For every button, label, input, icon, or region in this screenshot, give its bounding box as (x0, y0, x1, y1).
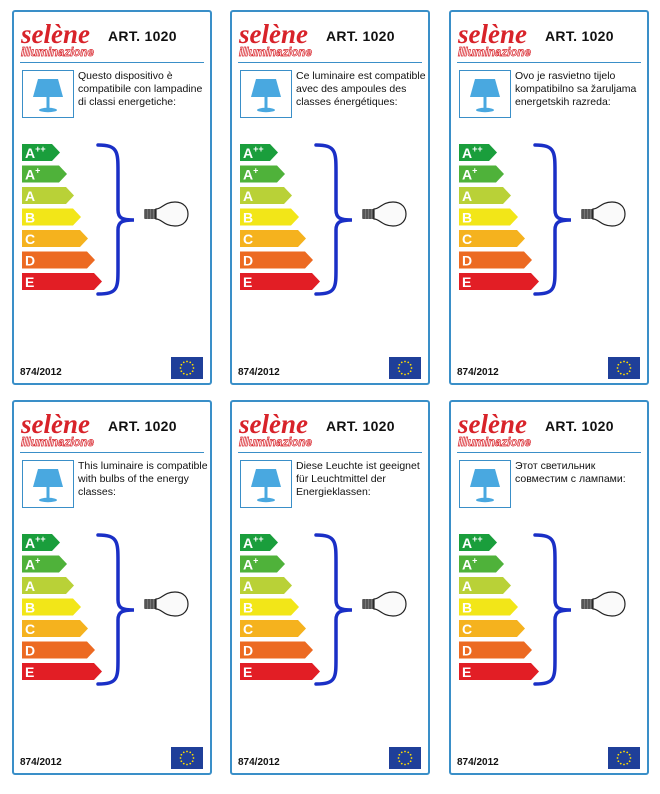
svg-text:A: A (462, 188, 473, 204)
svg-text:selène: selène (458, 19, 527, 49)
article-number: ART. 1020 (108, 28, 177, 44)
energy-class-arrow (22, 209, 81, 226)
svg-text:illuminazione: illuminazione (458, 47, 531, 59)
svg-text:D: D (243, 252, 254, 269)
svg-text:illuminazione: illuminazione (239, 47, 312, 59)
energy-class-arrow (22, 230, 88, 247)
energy-label-card-it (12, 10, 212, 385)
article-number: ART. 1020 (545, 418, 614, 434)
svg-text:A: A (25, 188, 36, 204)
light-bulb-icon (142, 590, 190, 618)
range-bracket (314, 142, 364, 297)
eu-flag-icon (171, 357, 203, 379)
energy-class-arrow (459, 144, 497, 161)
energy-class-arrow (22, 599, 81, 616)
energy-class-arrow (240, 166, 285, 183)
eu-flag-icon (608, 747, 640, 769)
brand-logo (456, 17, 546, 59)
energy-class-arrow (22, 663, 102, 680)
article-number: ART. 1020 (108, 418, 177, 434)
range-bracket (533, 532, 583, 687)
table-lamp-icon (240, 70, 292, 118)
energy-class-arrow (22, 642, 95, 659)
eu-flag-icon (389, 747, 421, 769)
energy-class-arrow (22, 577, 74, 594)
energy-class-arrow (240, 642, 313, 659)
energy-class-arrow (240, 252, 313, 269)
article-number: ART. 1020 (326, 28, 395, 44)
energy-class-arrow (459, 620, 525, 637)
table-lamp-icon (22, 70, 74, 118)
svg-text:A+: A+ (25, 555, 41, 573)
energy-class-scale (459, 144, 539, 294)
article-number: ART. 1020 (326, 418, 395, 434)
svg-text:D: D (462, 642, 473, 659)
compatibility-text: Ovo je rasvietno tijelo kompatibilno sa žaruljama energetskih razreda: (515, 70, 637, 108)
divider (20, 452, 204, 453)
svg-text:E: E (243, 274, 253, 290)
divider (20, 62, 204, 63)
compatibility-text: Questo dispositivo è compatibile con lampadine di classi energetiche: (78, 70, 203, 108)
svg-text:selène: selène (21, 409, 90, 439)
regulation-number: 874/2012 (20, 367, 62, 378)
energy-class-arrow (22, 187, 74, 204)
energy-class-arrow (459, 209, 518, 226)
table-lamp-icon (459, 70, 511, 118)
energy-class-arrow (22, 534, 60, 551)
energy-class-arrow (240, 230, 306, 247)
svg-text:A++: A++ (462, 144, 483, 161)
svg-text:A++: A++ (25, 144, 46, 161)
energy-class-arrow (459, 273, 539, 290)
svg-text:B: B (25, 209, 36, 226)
range-bracket (96, 532, 146, 687)
energy-label-card-de (230, 400, 430, 775)
svg-text:C: C (243, 231, 254, 247)
energy-class-arrow (240, 620, 306, 637)
range-bracket (533, 142, 583, 297)
svg-text:D: D (25, 642, 36, 659)
svg-text:selène: selène (239, 409, 308, 439)
svg-text:illuminazione: illuminazione (21, 437, 94, 449)
energy-class-scale (240, 144, 320, 294)
regulation-number: 874/2012 (457, 367, 499, 378)
divider (238, 452, 422, 453)
energy-class-arrow (240, 144, 278, 161)
energy-class-arrow (459, 166, 504, 183)
divider (457, 62, 641, 63)
brand-logo (19, 407, 109, 449)
svg-text:E: E (25, 664, 35, 680)
energy-class-scale (22, 144, 102, 294)
svg-text:C: C (462, 621, 473, 637)
energy-class-arrow (459, 230, 525, 247)
regulation-number: 874/2012 (457, 757, 499, 768)
compatibility-text: Ce luminaire est compatible avec des ampoules des classes énergétiques: (296, 70, 426, 108)
eu-flag-icon (608, 357, 640, 379)
svg-text:A: A (243, 188, 254, 204)
light-bulb-icon (360, 200, 408, 228)
energy-class-arrow (459, 187, 511, 204)
svg-text:B: B (243, 599, 254, 616)
eu-flag-icon (389, 357, 421, 379)
svg-text:B: B (243, 209, 254, 226)
energy-class-arrow (459, 577, 511, 594)
svg-text:C: C (25, 621, 36, 637)
compatibility-text: Этот светильник совместим с лампами: (515, 460, 626, 485)
regulation-number: 874/2012 (20, 757, 62, 768)
energy-label-card-fr (230, 10, 430, 385)
regulation-number: 874/2012 (238, 367, 280, 378)
energy-class-arrow (459, 534, 497, 551)
divider (457, 452, 641, 453)
brand-logo (19, 17, 109, 59)
svg-text:A++: A++ (462, 534, 483, 551)
energy-class-arrow (240, 663, 320, 680)
energy-class-arrow (22, 556, 67, 573)
svg-text:D: D (462, 252, 473, 269)
svg-text:A: A (462, 578, 473, 594)
svg-text:A++: A++ (25, 534, 46, 551)
svg-text:C: C (25, 231, 36, 247)
energy-class-arrow (240, 577, 292, 594)
svg-text:E: E (462, 274, 472, 290)
regulation-number: 874/2012 (238, 757, 280, 768)
energy-class-scale (459, 534, 539, 684)
energy-class-arrow (240, 556, 285, 573)
svg-text:A+: A+ (243, 165, 259, 183)
compatibility-text: Diese Leuchte ist geeignet für Leuchtmittel der Energieklassen: (296, 460, 420, 498)
energy-class-arrow (459, 252, 532, 269)
compatibility-text: This luminaire is compatible with bulbs of the energy classes: (78, 460, 208, 498)
energy-class-arrow (22, 144, 60, 161)
energy-class-scale (240, 534, 320, 684)
energy-class-arrow (240, 209, 299, 226)
svg-text:E: E (243, 664, 253, 680)
light-bulb-icon (579, 200, 627, 228)
energy-label-card-en (12, 400, 212, 775)
range-bracket (96, 142, 146, 297)
svg-text:A++: A++ (243, 144, 264, 161)
energy-class-arrow (22, 273, 102, 290)
energy-class-arrow (240, 187, 292, 204)
range-bracket (314, 532, 364, 687)
svg-text:selène: selène (239, 19, 308, 49)
article-number: ART. 1020 (545, 28, 614, 44)
svg-text:E: E (25, 274, 35, 290)
light-bulb-icon (579, 590, 627, 618)
energy-class-arrow (459, 663, 539, 680)
svg-text:illuminazione: illuminazione (239, 437, 312, 449)
svg-text:selène: selène (458, 409, 527, 439)
eu-flag-icon (171, 747, 203, 769)
svg-text:A+: A+ (462, 555, 478, 573)
svg-text:D: D (25, 252, 36, 269)
energy-class-arrow (22, 166, 67, 183)
svg-text:A+: A+ (243, 555, 259, 573)
brand-logo (237, 407, 327, 449)
svg-text:D: D (243, 642, 254, 659)
energy-class-arrow (240, 273, 320, 290)
light-bulb-icon (360, 590, 408, 618)
svg-text:illuminazione: illuminazione (458, 437, 531, 449)
energy-class-arrow (240, 534, 278, 551)
brand-logo (237, 17, 327, 59)
energy-label-card-ru (449, 400, 649, 775)
svg-text:B: B (25, 599, 36, 616)
svg-text:A+: A+ (25, 165, 41, 183)
svg-text:A+: A+ (462, 165, 478, 183)
energy-class-arrow (240, 599, 299, 616)
svg-text:E: E (462, 664, 472, 680)
energy-class-arrow (459, 642, 532, 659)
table-lamp-icon (459, 460, 511, 508)
svg-text:illuminazione: illuminazione (21, 47, 94, 59)
light-bulb-icon (142, 200, 190, 228)
brand-logo (456, 407, 546, 449)
svg-text:C: C (462, 231, 473, 247)
energy-class-arrow (22, 620, 88, 637)
svg-text:B: B (462, 209, 473, 226)
energy-class-arrow (459, 556, 504, 573)
svg-text:B: B (462, 599, 473, 616)
svg-text:C: C (243, 621, 254, 637)
svg-text:A++: A++ (243, 534, 264, 551)
svg-text:selène: selène (21, 19, 90, 49)
svg-text:A: A (25, 578, 36, 594)
divider (238, 62, 422, 63)
energy-class-scale (22, 534, 102, 684)
energy-class-arrow (459, 599, 518, 616)
energy-class-arrow (22, 252, 95, 269)
table-lamp-icon (240, 460, 292, 508)
table-lamp-icon (22, 460, 74, 508)
svg-text:A: A (243, 578, 254, 594)
energy-label-card-hr (449, 10, 649, 385)
